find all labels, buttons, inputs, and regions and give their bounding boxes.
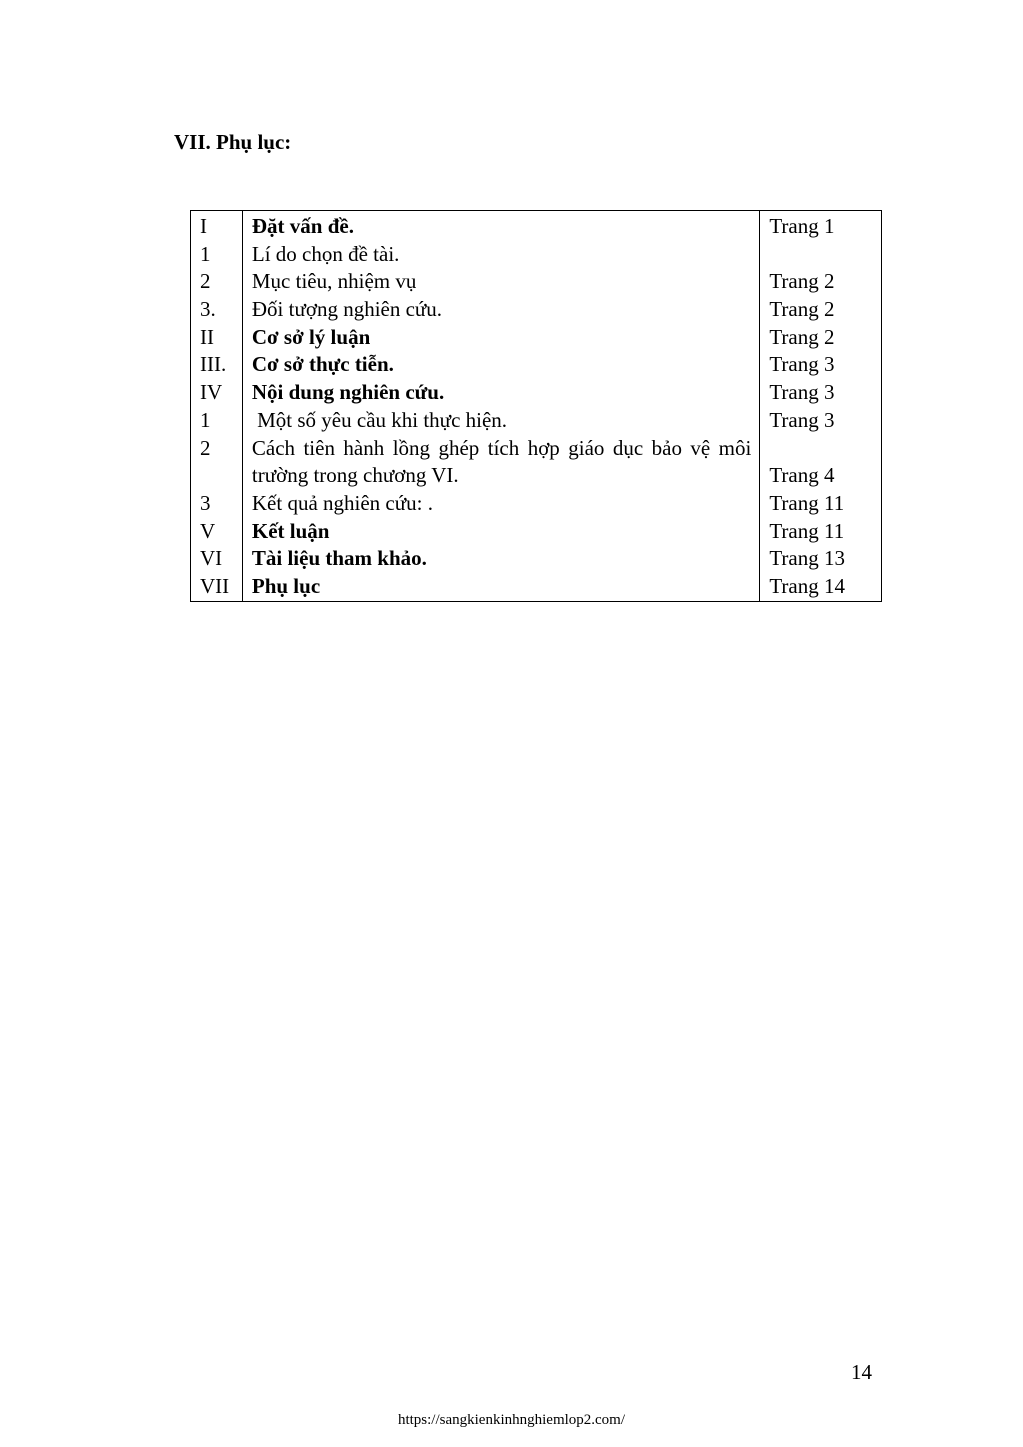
toc-row-page: Trang 3: [769, 407, 835, 432]
toc-row-spacer: [769, 435, 881, 463]
toc-row-page: Trang 2: [769, 269, 835, 294]
toc-row-page: Trang 2: [769, 297, 835, 322]
page-number: 14: [851, 1360, 872, 1384]
toc-row-page: [769, 241, 881, 269]
toc-row-page: Trang 11: [769, 518, 845, 543]
toc-row-page: Trang 13: [769, 546, 845, 571]
toc-row-number: V: [200, 518, 216, 543]
toc-row-title: Lí do chọn đề tài.: [251, 241, 400, 266]
toc-row-page: Trang 14: [769, 573, 845, 598]
toc-row-number: 1: [200, 241, 211, 266]
toc-row-title: Tài liệu tham khảo.: [251, 546, 427, 571]
toc-row-page: Trang 4: [769, 463, 835, 488]
toc-row-number: 1: [200, 407, 211, 432]
toc-row-title: Cơ sở thực tiễn.: [251, 352, 394, 377]
toc-row-number: 3: [200, 490, 211, 515]
toc-row-number: II: [200, 324, 214, 349]
toc-row-page: Trang 2: [769, 324, 835, 349]
toc-row-number: VI: [200, 546, 223, 571]
toc-row-number: I: [200, 214, 207, 238]
toc-row-page: Trang 3: [769, 380, 835, 405]
toc-row-number: IV: [200, 380, 223, 405]
footer-url: https://sangkienkinhnghiemlop2.com/: [397, 1412, 626, 1428]
toc-row-title: Đặt vấn đề.: [251, 214, 354, 238]
toc-row-number: 3.: [200, 297, 216, 322]
toc-row-title: Phụ lục: [251, 573, 321, 598]
toc-row-number: 2: [200, 435, 211, 460]
toc-row-title: Nội dung nghiên cứu.: [251, 380, 445, 405]
toc-row-title: Cách tiên hành lồng ghép tích hợp giáo dục bảo vệ môi trường trong chương VI.: [251, 435, 752, 488]
toc-row-title: Một số yêu cầu khi thực hiện.: [251, 407, 508, 432]
toc-title-column: [243, 211, 760, 601]
toc-row-title: Mục tiêu, nhiệm vụ: [251, 269, 417, 294]
toc-row-page: Trang 11: [769, 490, 845, 515]
toc-row-number: III.: [200, 352, 227, 377]
toc-page-column: [760, 211, 881, 601]
toc-row-title: Kết luận: [251, 518, 330, 543]
toc-row-spacer: [200, 462, 242, 490]
toc-table: [190, 210, 882, 602]
toc-number-column: [191, 211, 243, 601]
toc-row-title: Đối tượng nghiên cứu.: [251, 297, 443, 322]
toc-row-page: Trang 1: [769, 214, 835, 238]
section-heading: VII. Phụ lục:: [174, 130, 292, 154]
toc-row-number: 2: [200, 269, 211, 294]
toc-row-page: Trang 3: [769, 352, 835, 377]
toc-row-number: VII: [200, 573, 230, 598]
toc-row-title: Kết quả nghiên cứu: .: [251, 490, 433, 515]
toc-row-title: Cơ sở lý luận: [251, 324, 371, 349]
